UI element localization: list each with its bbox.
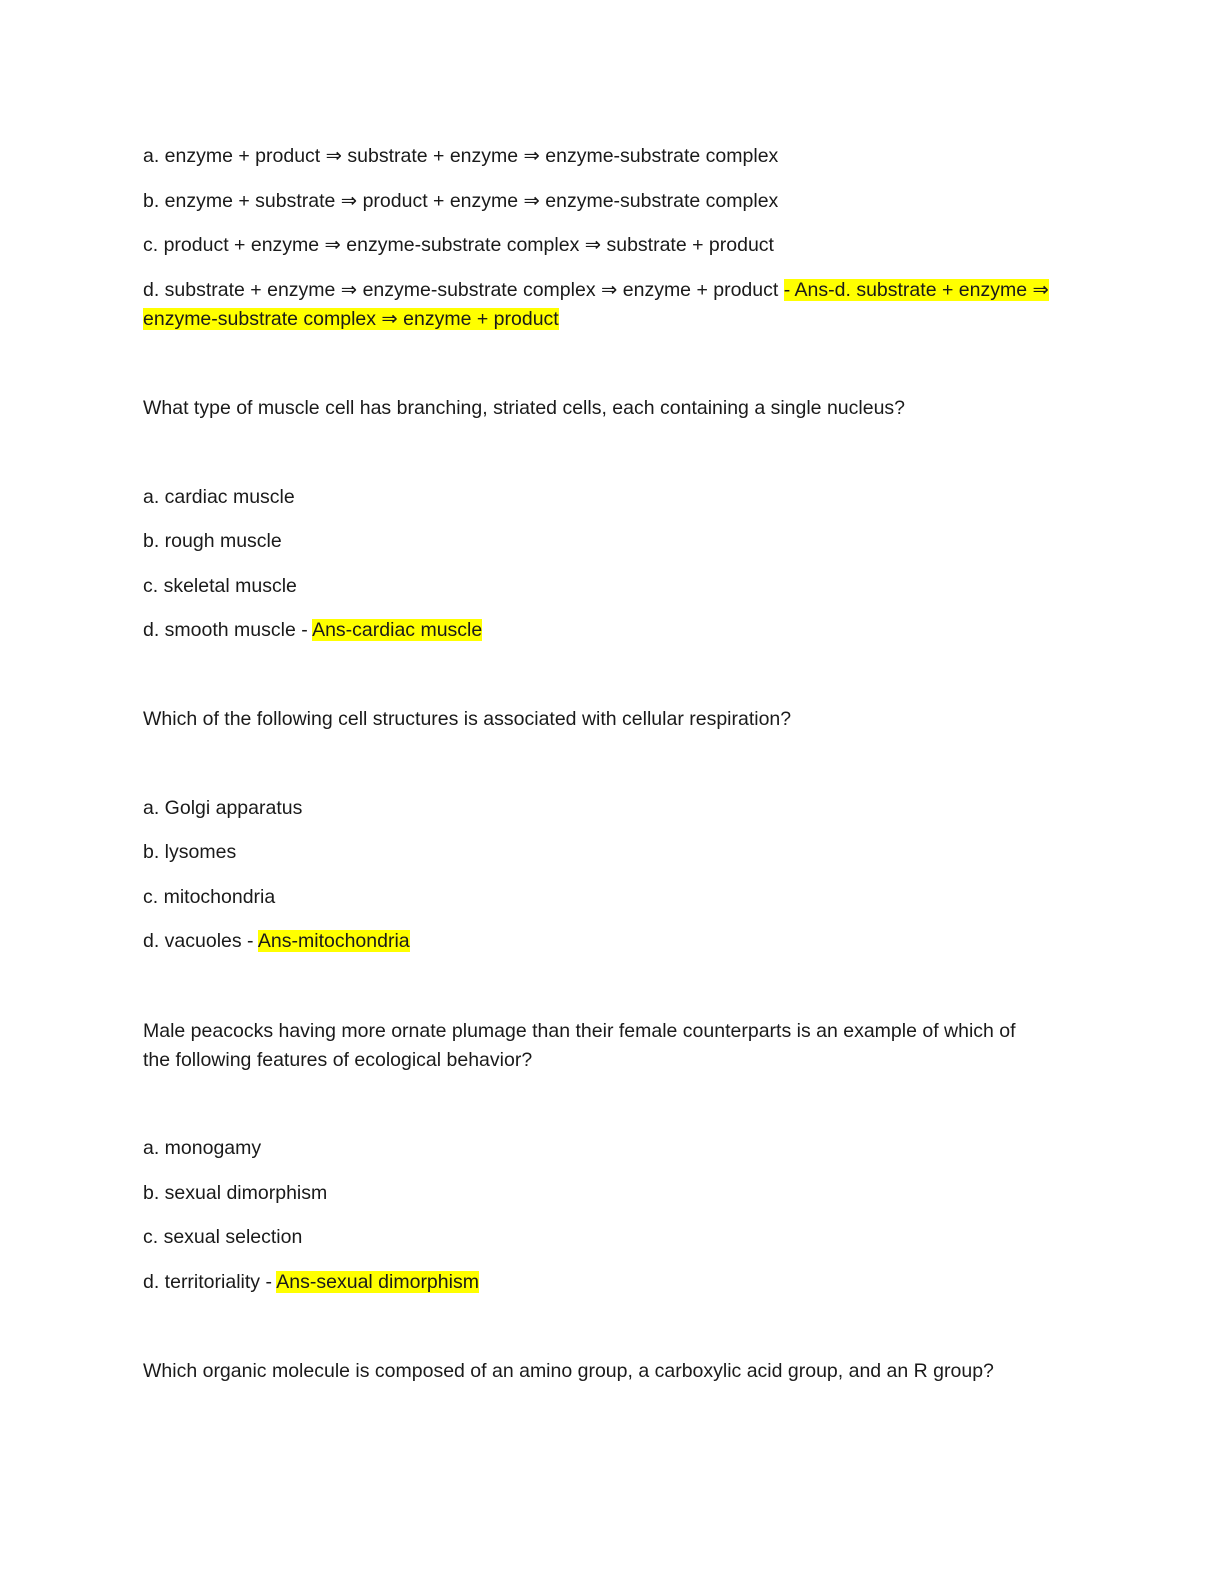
q2-option-d-text: d. smooth muscle -: [143, 619, 313, 641]
q2-question: What type of muscle cell has branching, striated cells, each containing a single nucleus?: [143, 397, 906, 419]
q4-question-line2: the following features of ecological behavior?: [143, 1049, 533, 1071]
q4-question-line1: Male peacocks having more ornate plumage than their female counterparts is an example of which of: [143, 1020, 1016, 1042]
q1-option-d-text: d. substrate + enzyme ⇒ enzyme-substrate complex ⇒ enzyme + product: [143, 279, 784, 301]
q2-option-a: a. cardiac muscle: [143, 486, 295, 508]
q4-option-d: [143, 1268, 1083, 1297]
q1-option-a: a. enzyme + product ⇒ substrate + enzyme ⇒ enzyme-substrate complex: [143, 145, 779, 167]
q3-option-b: b. lysomes: [143, 841, 237, 863]
q2-option-d: [143, 616, 1083, 645]
q2-answer-highlight: Ans-cardiac muscle: [312, 619, 483, 641]
q1-option-c: c. product + enzyme ⇒ enzyme-substrate complex ⇒ substrate + product: [143, 234, 774, 256]
q3-option-d-text: d. vacuoles -: [143, 930, 258, 952]
q4-option-c: c. sexual selection: [143, 1226, 303, 1248]
q3-option-a: a. Golgi apparatus: [143, 797, 303, 819]
q1-option-d: [143, 276, 1083, 305]
q5-question: Which organic molecule is composed of an amino group, a carboxylic acid group, and an R group?: [143, 1360, 994, 1382]
q3-option-c: c. mitochondria: [143, 886, 276, 908]
q1-option-b: b. enzyme + substrate ⇒ product + enzyme ⇒ enzyme-substrate complex: [143, 190, 779, 212]
q3-option-d: [143, 927, 1083, 956]
q1-answer-continued: [143, 305, 1083, 334]
q4-answer-highlight: Ans-sexual dimorphism: [276, 1271, 479, 1293]
q2-option-b: b. rough muscle: [143, 530, 282, 552]
q4-option-a: a. monogamy: [143, 1137, 262, 1159]
q3-answer-highlight: Ans-mitochondria: [257, 930, 410, 952]
q1-answer-highlight-cont: enzyme-substrate complex ⇒ enzyme + product: [143, 308, 559, 330]
q4-option-b: b. sexual dimorphism: [143, 1182, 328, 1204]
q1-answer-highlight: - Ans-d. substrate + enzyme ⇒: [783, 279, 1049, 301]
q4-option-d-text: d. territoriality -: [143, 1271, 277, 1293]
q3-question: Which of the following cell structures is associated with cellular respiration?: [143, 708, 792, 730]
q2-option-c: c. skeletal muscle: [143, 575, 297, 597]
